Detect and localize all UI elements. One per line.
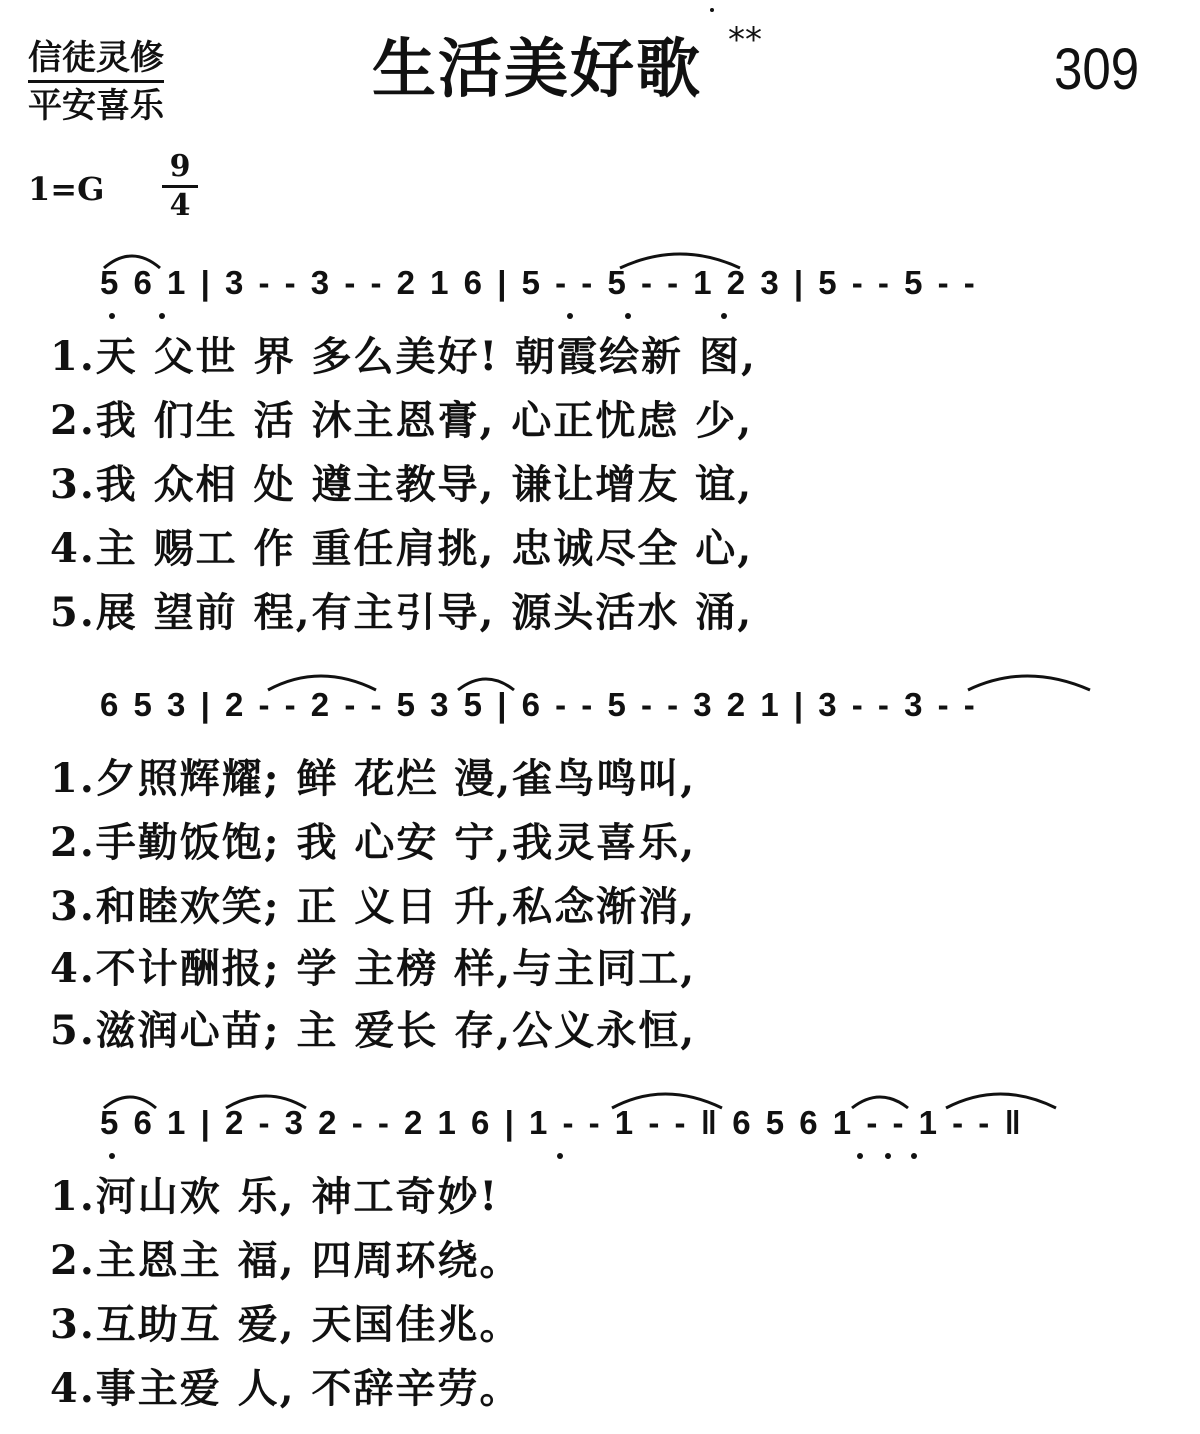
notation-row-1: 5 6 1 | 3 - - 3 - - 2 1 6 | 5 - - 5 - - 1 2 3 | 5 - - 5 - - [100, 264, 975, 301]
octave-dot [857, 1153, 863, 1159]
title-asterisks: ** [728, 20, 762, 60]
tie-mark [968, 676, 1090, 690]
lyric-line: 5.展 望前 程,有主引导, 源头活水 涌, [50, 589, 754, 636]
lyric-line: 3.和睦欢笑; 正 义日 升,私念渐消, [50, 883, 697, 930]
lyric-line: 4.事主爱 人, 不辞辛劳。 [50, 1365, 522, 1412]
octave-dot [557, 1153, 563, 1159]
lyric-line: 3.我 众相 处 遵主教导, 谦让增友 谊, [50, 461, 754, 508]
lyric-line: 1.夕照辉耀; 鲜 花烂 漫,雀鸟鸣叫, [50, 755, 697, 802]
octave-dot [885, 1153, 891, 1159]
octave-dot [625, 313, 631, 319]
octave-dot [159, 313, 165, 319]
notation-row-3: 5 6 1 | 2 - 3 2 - - 2 1 6 | 1 - - 1 - - ‖ 6 5 6 1 - - 1 - - ‖ [100, 1104, 1021, 1141]
notation-row-2: 6 5 3 | 2 - - 2 - - 5 3 5 | 6 - - 5 - - 3 2 1 | 3 - - 3 - - [100, 686, 975, 723]
octave-dot [911, 1153, 917, 1159]
octave-dot [109, 1153, 115, 1159]
time-denominator: 4 [169, 188, 191, 223]
octave-dot [721, 313, 727, 319]
octave-dot [567, 313, 573, 319]
lyric-line: 1.天 父世 界 多么美好! 朝霞绘新 图, [50, 333, 757, 380]
category-line-1: 信徒灵修 [28, 38, 164, 83]
lyric-line: 2.主恩主 福, 四周环绕。 [50, 1237, 522, 1284]
print-speck [710, 8, 714, 12]
lyric-line: 5.滋润心苗; 主 爱长 存,公义永恒, [50, 1007, 697, 1054]
key-signature: 1=G [28, 170, 105, 208]
lyric-line: 4.不计酬报; 学 主榜 样,与主同工, [50, 945, 697, 992]
lyric-line: 3.互助互 爱, 天国佳兆。 [50, 1301, 522, 1348]
octave-dot [109, 313, 115, 319]
category-line-2: 平安喜乐 [28, 86, 164, 126]
time-signature [162, 150, 198, 223]
lyric-line: 4.主 赐工 作 重任肩挑, 忠诚尽全 心, [50, 525, 754, 572]
lyric-line: 1.河山欢 乐, 神工奇妙! [50, 1173, 500, 1220]
hymn-number: 309 [1054, 37, 1140, 102]
lyric-line: 2.手勤饭饱; 我 心安 宁,我灵喜乐, [50, 819, 697, 866]
time-numerator: 9 [169, 149, 191, 184]
lyric-line: 2.我 们生 活 沐主恩膏, 心正忧虑 少, [50, 397, 754, 444]
hymn-title: 生活美好歌 [372, 33, 702, 107]
